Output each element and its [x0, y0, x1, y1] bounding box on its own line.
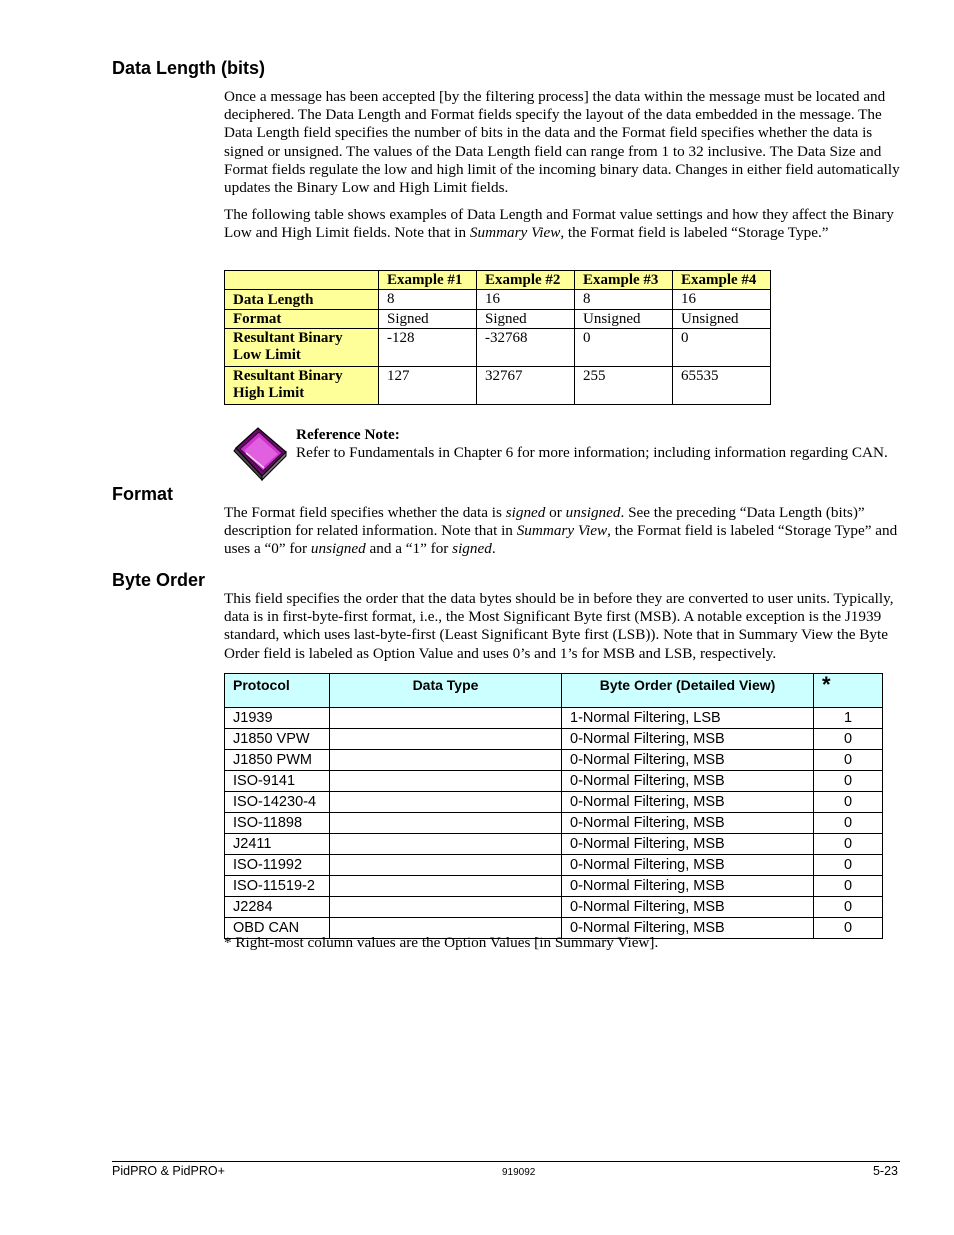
table-cell: Unsigned	[673, 310, 771, 329]
footer-divider	[112, 1161, 900, 1162]
protocol-cell: ISO-11992	[225, 855, 330, 876]
table-cell: Signed	[477, 310, 575, 329]
reference-note-title: Reference Note:	[296, 426, 400, 443]
protocol-cell: J1939	[225, 708, 330, 729]
table-header-row	[225, 674, 883, 708]
data-type-cell	[330, 855, 562, 876]
protocol-cell: ISO-11898	[225, 813, 330, 834]
byte-order-cell: 0-Normal Filtering, MSB	[562, 750, 814, 771]
column-header: Example #1	[379, 271, 477, 290]
table-row	[225, 729, 883, 750]
format-paragraph: The Format field specifies whether the data is signed or unsigned. See the preceding “Data Length (bits)” description for related information. Note that in Summary View, the Format field is labeled “Storage Type” and uses a “0” for unsigned and a “1” for signed.	[224, 504, 898, 558]
option-value-cell: 0	[814, 813, 883, 834]
option-value-cell: 0	[814, 771, 883, 792]
table-row	[225, 855, 883, 876]
table-cell: 16	[477, 290, 575, 310]
table-row	[225, 708, 883, 729]
footer-product-name: PidPRO & PidPRO+	[112, 1164, 225, 1178]
data-length-examples-table	[224, 270, 771, 405]
reference-note-body: Refer to Fundamentals in Chapter 6 for more information; including information regarding CAN.	[296, 444, 888, 462]
row-label: Format	[225, 310, 379, 329]
protocol-cell: J1850 VPW	[225, 729, 330, 750]
table-cell: 0	[575, 329, 673, 367]
option-value-cell: 0	[814, 729, 883, 750]
table-corner-cell	[225, 271, 379, 290]
byte-order-cell: 0-Normal Filtering, MSB	[562, 813, 814, 834]
protocol-cell: J2284	[225, 897, 330, 918]
byte-order-table	[224, 673, 883, 939]
table-row	[225, 834, 883, 855]
column-header: *	[814, 674, 883, 708]
protocol-cell: ISO-14230-4	[225, 792, 330, 813]
option-value-cell: 0	[814, 750, 883, 771]
table-cell: -32768	[477, 329, 575, 367]
table-cell: 255	[575, 367, 673, 405]
table-cell: -128	[379, 329, 477, 367]
data-type-cell	[330, 876, 562, 897]
protocol-cell: J2411	[225, 834, 330, 855]
option-value-cell: 0	[814, 792, 883, 813]
data-type-cell	[330, 729, 562, 750]
section-heading-byte-order: Byte Order	[112, 570, 206, 590]
byte-order-cell: 0-Normal Filtering, MSB	[562, 855, 814, 876]
data-type-cell	[330, 708, 562, 729]
data-type-cell	[330, 792, 562, 813]
option-value-cell: 0	[814, 834, 883, 855]
column-header: Data Type	[330, 674, 562, 708]
table-cell: 8	[575, 290, 673, 310]
column-header: Example #2	[477, 271, 575, 290]
column-header: Protocol	[225, 674, 330, 708]
table-row	[225, 876, 883, 897]
option-value-cell: 0	[814, 855, 883, 876]
row-label: Resultant Binary High Limit	[225, 367, 379, 405]
section-heading-format: Format	[112, 484, 174, 504]
table-header-row	[225, 271, 771, 290]
column-header: Example #4	[673, 271, 771, 290]
table-row	[225, 813, 883, 834]
byte-order-cell: 0-Normal Filtering, MSB	[562, 771, 814, 792]
table-cell: 32767	[477, 367, 575, 405]
footer-page-number: 5-23	[872, 1164, 898, 1178]
byte-order-cell: 0-Normal Filtering, MSB	[562, 792, 814, 813]
footer-document-number: 919092	[502, 1167, 536, 1178]
table-row	[225, 897, 883, 918]
byte-order-cell: 1-Normal Filtering, LSB	[562, 708, 814, 729]
data-type-cell	[330, 750, 562, 771]
table-row	[225, 792, 883, 813]
data-type-cell	[330, 834, 562, 855]
byte-order-cell: 0-Normal Filtering, MSB	[562, 729, 814, 750]
section-heading-data-length: Data Length (bits)	[112, 58, 265, 78]
data-type-cell	[330, 771, 562, 792]
table-footnote: * Right-most column values are the Option Values [in Summary View].	[224, 934, 659, 951]
row-label: Resultant Binary Low Limit	[225, 329, 379, 367]
column-header: Example #3	[575, 271, 673, 290]
table-row	[225, 771, 883, 792]
table-cell: 65535	[673, 367, 771, 405]
table-row	[225, 290, 771, 310]
option-value-cell: 1	[814, 708, 883, 729]
table-row	[225, 310, 771, 329]
data-length-paragraph-1: Once a message has been accepted [by the filtering process] the data within the message must be located and deciphered. The Data Length and Format fields specify the layout of the data embedded in the message. The Data Length field specifies the number of bits in the data and the Format field specifies whether the data is signed or unsigned. The values of the Data Length field can range from 1 to 32 inclusive. The Data Size and Format fields regulate the low and high limit of the incoming binary data. Changes in either field automatically updates the Binary Low and High Limit fields.	[224, 88, 900, 197]
data-type-cell	[330, 897, 562, 918]
reference-book-icon	[232, 424, 288, 482]
option-value-cell: 0	[814, 918, 883, 939]
protocol-cell: ISO-11519-2	[225, 876, 330, 897]
table-cell: 8	[379, 290, 477, 310]
table-row	[225, 329, 771, 367]
byte-order-cell: 0-Normal Filtering, MSB	[562, 834, 814, 855]
byte-order-cell: 0-Normal Filtering, MSB	[562, 897, 814, 918]
option-value-cell: 0	[814, 876, 883, 897]
byte-order-cell: 0-Normal Filtering, MSB	[562, 876, 814, 897]
data-type-cell	[330, 813, 562, 834]
table-cell: 127	[379, 367, 477, 405]
data-length-paragraph-2: The following table shows examples of Data Length and Format value settings and how they affect the Binary Low and High Limit fields. Note that in Summary View, the Format field is labeled “Storage Type.”	[224, 206, 894, 242]
table-cell: 16	[673, 290, 771, 310]
row-label: Data Length	[225, 290, 379, 310]
protocol-cell: ISO-9141	[225, 771, 330, 792]
table-cell: Unsigned	[575, 310, 673, 329]
byte-order-cell: 0-Normal Filtering, MSB	[562, 918, 814, 939]
table-cell: Signed	[379, 310, 477, 329]
protocol-cell: J1850 PWM	[225, 750, 330, 771]
column-header: Byte Order (Detailed View)	[562, 674, 814, 708]
table-cell: 0	[673, 329, 771, 367]
byte-order-paragraph: This field specifies the order that the data bytes should be in before they are converted to user units. Typically, data is in first-byte-first format, i.e., the Most Significant Byte first (MSB). A notable exception is the J1939 standard, which uses last-byte-first (Least Significant Byte first (LSB)). Note that in Summary View the Byte Order field is labeled as Option Value and uses 0’s and 1’s for MSB and LSB, respectively.	[224, 590, 894, 662]
option-value-cell: 0	[814, 897, 883, 918]
table-row	[225, 750, 883, 771]
table-row	[225, 367, 771, 405]
protocol-cell: OBD CAN	[225, 918, 330, 939]
